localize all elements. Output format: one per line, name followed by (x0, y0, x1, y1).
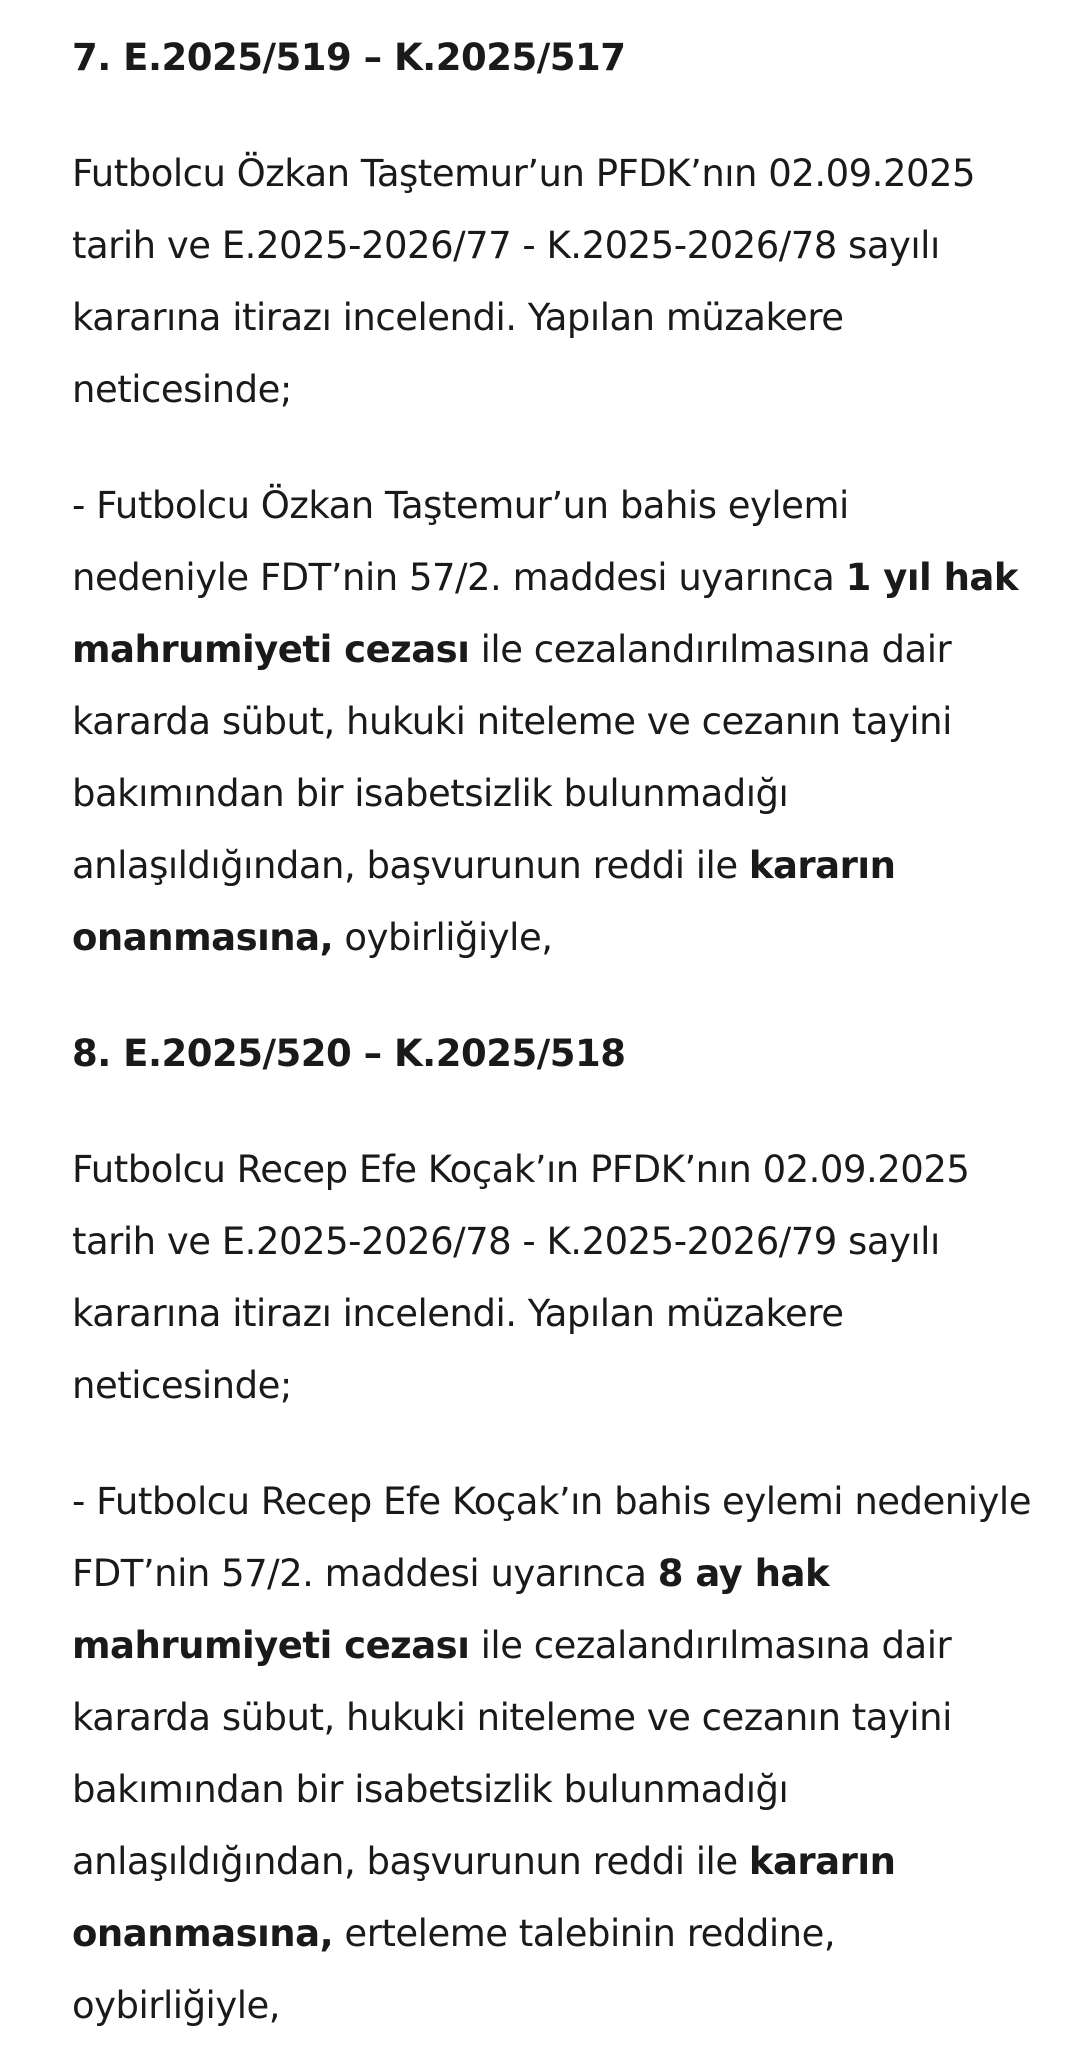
case-decision (72, 470, 1032, 974)
decision-text: ile cezalandırılmasına dair kararda sübut, hukuki niteleme ve cezanın tayini bakımından bir isabetsizlik bulunmadığı anlaşıldığından, başvurunun reddi ile (72, 628, 952, 887)
ruling-text: kararın onanmasına, (72, 844, 896, 959)
case-intro: Futbolcu Recep Efe Koçak’ın PFDK’nın 02.09.2025 tarih ve E.2025-2026/78 - K.2025-2026/79 sayılı kararına itirazı incelendi. Yapılan müzakere neticesinde; (72, 1148, 970, 1407)
penalty-text: 1 yıl hak mahrumiyeti cezası (72, 556, 1018, 671)
case-heading: 7. E.2025/519 – K.2025/517 (72, 36, 626, 79)
penalty-text: 8 ay hak mahrumiyeti cezası (72, 1552, 830, 1667)
case-decision (72, 1466, 1032, 2042)
case-heading: 8. E.2025/520 – K.2025/518 (72, 1032, 626, 1075)
decision-text: - Futbolcu Özkan Taştemur’un bahis eylemi nedeniyle FDT’nin 57/2. maddesi uyarınca (72, 484, 849, 599)
case-7 (72, 22, 1032, 974)
ruling-text: kararın onanmasına, (72, 1840, 896, 1955)
decision-text: oybirliğiyle, (333, 916, 553, 959)
decision-text: erteleme talebinin reddine, oybirliğiyle, (72, 1912, 836, 2027)
decision-text: - Futbolcu Recep Efe Koçak’ın bahis eylemi nedeniyle FDT’nin 57/2. maddesi uyarınca (72, 1480, 1031, 1595)
decision-text: ile cezalandırılmasına dair kararda sübut, hukuki niteleme ve cezanın tayini bakımından bir isabetsizlik bulunmadığı anlaşıldığından, başvurunun reddi ile (72, 1624, 952, 1883)
document-body (72, 22, 1032, 2042)
case-8 (72, 1018, 1032, 2042)
case-intro: Futbolcu Özkan Taştemur’un PFDK’nın 02.09.2025 tarih ve E.2025-2026/77 - K.2025-2026/78 sayılı kararına itirazı incelendi. Yapılan müzakere neticesinde; (72, 152, 976, 411)
